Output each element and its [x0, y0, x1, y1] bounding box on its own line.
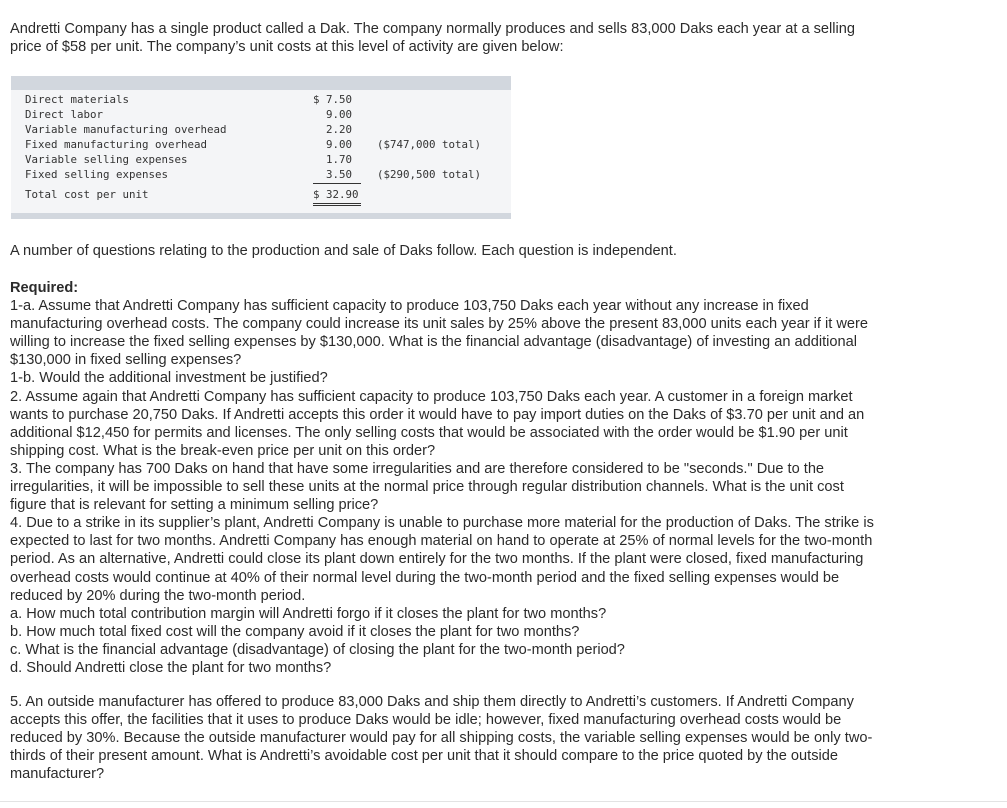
question-line: thirds of their present amount. What is Andretti’s avoidable cost per unit that it should compare to the price quoted by the outside: [10, 748, 838, 764]
row-label: Fixed selling expenses: [25, 168, 169, 181]
row-amount: 3.50: [313, 168, 353, 181]
row-label: Fixed manufacturing overhead: [25, 138, 208, 151]
unit-cost-table: [11, 76, 511, 219]
question-line: 3. The company has 700 Daks on hand that have some irregularities and are therefore considered to be "seconds." Due to the: [10, 460, 825, 477]
question-line: additional $12,450 for permits and licenses. The only selling costs that would be associated with the order would be $1.90 per unit: [10, 424, 848, 441]
row-label: Direct labor: [25, 108, 104, 121]
question-line: accepts this offer, the facilities that it uses to produce Daks would be idle; however, fixed manufacturing overhead costs would be: [10, 712, 842, 728]
total-amount: $ 32.90: [313, 188, 359, 201]
question-line: b. How much total fixed cost will the company avoid if it closes the plant for two months?: [10, 623, 580, 640]
row-note: ($290,500 total): [377, 168, 482, 181]
question-line: reduced by 20% during the two-month period.: [10, 587, 306, 604]
subtotal-underline: [313, 183, 361, 184]
question-line: overhead costs would continue at 40% of their normal level during the two-month period and the fixed selling expenses would be: [10, 569, 840, 586]
row-label: Direct materials: [25, 93, 130, 106]
row-note: ($747,000 total): [377, 138, 482, 151]
question-line: 4. Due to a strike in its supplier’s plant, Andretti Company is unable to purchase more material for the production of Daks. The strike is: [10, 515, 874, 532]
question-line: manufacturing overhead costs. The company could increase its unit sales by 25% above the present 83,000 units each year if it were: [10, 316, 869, 333]
table-row: [25, 92, 505, 107]
row-amount: 1.70: [313, 153, 353, 166]
question-5: [10, 693, 995, 783]
question-line: d. Should Andretti close the plant for two months?: [10, 659, 332, 676]
table-header-bar: [11, 76, 511, 90]
question-line: 1-a. Assume that Andretti Company has sufficient capacity to produce 103,750 Daks each year without any increase in fixed: [10, 298, 809, 315]
table-row: [25, 152, 505, 167]
table-total-row: [25, 187, 505, 202]
required-section: [10, 279, 995, 677]
row-label: Variable manufacturing overhead: [25, 123, 227, 136]
question-line: figure that is relevant for setting a minimum selling price?: [10, 497, 379, 514]
bottom-divider: [0, 801, 1007, 802]
question-line: 1-b. Would the additional investment be justified?: [10, 370, 328, 387]
question-line: shipping cost. What is the break-even price per unit on this order?: [10, 442, 436, 459]
question-line: expected to last for two months. Andretti Company has enough material on hand to operate at 25% of normal levels for the two-month: [10, 533, 873, 550]
table-row: [25, 167, 505, 182]
total-double-underline: [313, 205, 361, 206]
row-amount: 2.20: [313, 123, 353, 136]
question-line: c. What is the financial advantage (disadvantage) of closing the plant for the two-month period?: [10, 641, 625, 658]
table-row: [25, 107, 505, 122]
intro-line: price of $58 per unit. The company’s unit costs at this level of activity are given below:: [10, 39, 564, 55]
question-line: willing to increase the fixed selling expenses by $130,000. What is the financial advantage (disadvantage) of investing an additional: [10, 334, 857, 351]
total-double-underline: [313, 203, 361, 204]
required-heading: Required:: [10, 280, 79, 296]
row-amount: 9.00: [313, 138, 353, 151]
table-row: [25, 122, 505, 137]
table-footer-bar: [11, 213, 511, 219]
followup-text: A number of questions relating to the production and sale of Daks follow. Each question is independent.: [10, 243, 677, 259]
intro-line: Andretti Company has a single product called a Dak. The company normally produces and sells 83,000 Daks each year at a selling: [10, 21, 856, 37]
question-line: 2. Assume again that Andretti Company has sufficient capacity to produce 103,750 Daks each year. A customer in a foreign market: [10, 388, 853, 405]
question-line: irregularities, it will be impossible to sell these units at the normal price through regular distribution channels. What is the unit cost: [10, 479, 844, 496]
total-label: Total cost per unit: [25, 188, 149, 201]
question-line: 5. An outside manufacturer has offered to produce 83,000 Daks and ship them directly to Andretti’s customers. If Andretti Company: [10, 694, 854, 710]
row-label: Variable selling expenses: [25, 153, 188, 166]
row-amount: $ 7.50: [313, 93, 353, 106]
row-amount: 9.00: [313, 108, 353, 121]
intro-paragraph: [10, 20, 995, 56]
question-line: period. As an alternative, Andretti could close its plant down entirely for the two months. If the plant were closed, fixed manufacturing: [10, 551, 864, 568]
question-line: wants to purchase 20,750 Daks. If Andretti accepts this order it would have to pay import duties on the Daks of $3.70 per unit and an: [10, 406, 865, 423]
table-row: [25, 137, 505, 152]
question-line: reduced by 30%. Because the outside manufacturer would pay for all shipping costs, the variable selling expenses would be only two-: [10, 730, 873, 746]
question-line: manufacturer?: [10, 766, 105, 782]
question-line: a. How much total contribution margin will Andretti forgo if it closes the plant for two months?: [10, 605, 607, 622]
question-line: $130,000 in fixed selling expenses?: [10, 352, 242, 369]
